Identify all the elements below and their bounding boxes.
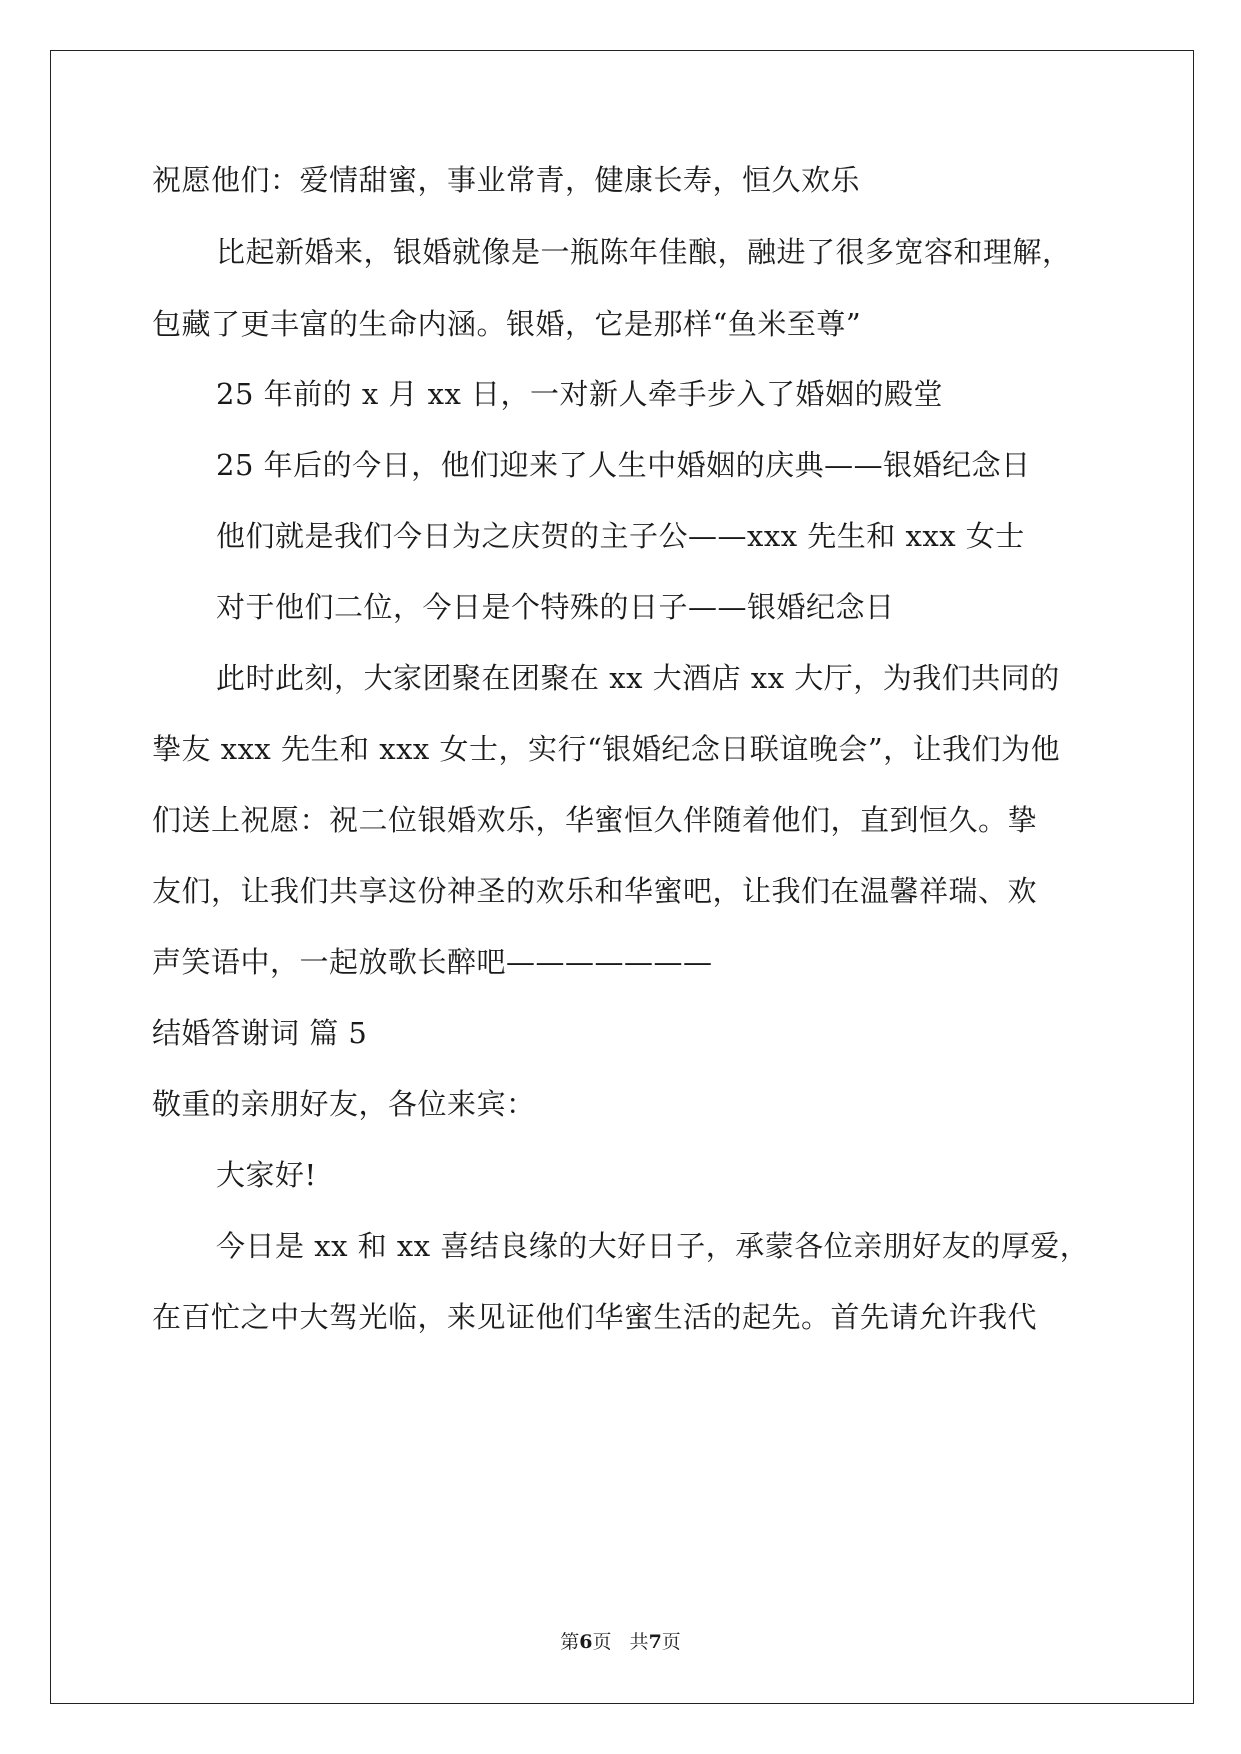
total-pages-number: 7 <box>648 1631 662 1653</box>
section-heading: 结婚答谢词 篇 5 <box>152 1016 368 1050</box>
text-line: 比起新婚来，银婚就像是一瓶陈年佳酿，融进了很多宽容和理解， <box>216 235 1072 269</box>
text-line: 声笑语中，一起放歌长醉吧——————— <box>152 945 713 979</box>
text-line: 25 年前的 x 月 xx 日，一对新人牵手步入了婚姻的殿堂 <box>216 377 944 411</box>
greeting: 大家好! <box>216 1158 317 1192</box>
text-line: 祝愿他们：爱情甜蜜，事业常青，健康长寿，恒久欢乐 <box>152 163 861 197</box>
text-line: 友们，让我们共享这份神圣的欢乐和华蜜吧，让我们在温馨祥瑞、欢 <box>152 874 1038 908</box>
footer-mid: 页 共 <box>592 1631 649 1653</box>
text-line: 挚友 xxx 先生和 xxx 女士，实行“银婚纪念日联谊晚会”，让我们为他 <box>152 732 1061 766</box>
footer-suffix: 页 <box>661 1631 681 1653</box>
current-page-number: 6 <box>579 1631 593 1653</box>
text-line: 他们就是我们今日为之庆贺的主子公——xxx 先生和 xxx 女士 <box>216 519 1025 553</box>
salutation: 敬重的亲朋好友，各位来宾： <box>152 1087 536 1121</box>
text-line: 今日是 xx 和 xx 喜结良缘的大好日子，承蒙各位亲朋好友的厚爱， <box>216 1229 1090 1263</box>
text-line: 们送上祝愿：祝二位银婚欢乐，华蜜恒久伴随着他们，直到恒久。挚 <box>152 803 1038 837</box>
footer-prefix: 第 <box>560 1631 580 1653</box>
text-line: 包藏了更丰富的生命内涵。银婚，它是那样“鱼米至尊” <box>152 307 862 341</box>
text-line: 25 年后的今日，他们迎来了人生中婚姻的庆典——银婚纪念日 <box>216 448 1031 482</box>
text-line: 对于他们二位，今日是个特殊的日子——银婚纪念日 <box>216 590 895 624</box>
text-line: 在百忙之中大驾光临，来见证他们华蜜生活的起先。首先请允许我代 <box>152 1300 1038 1334</box>
text-line: 此时此刻，大家团聚在团聚在 xx 大酒店 xx 大厅，为我们共同的 <box>216 661 1060 695</box>
page-footer <box>0 1630 1241 1654</box>
